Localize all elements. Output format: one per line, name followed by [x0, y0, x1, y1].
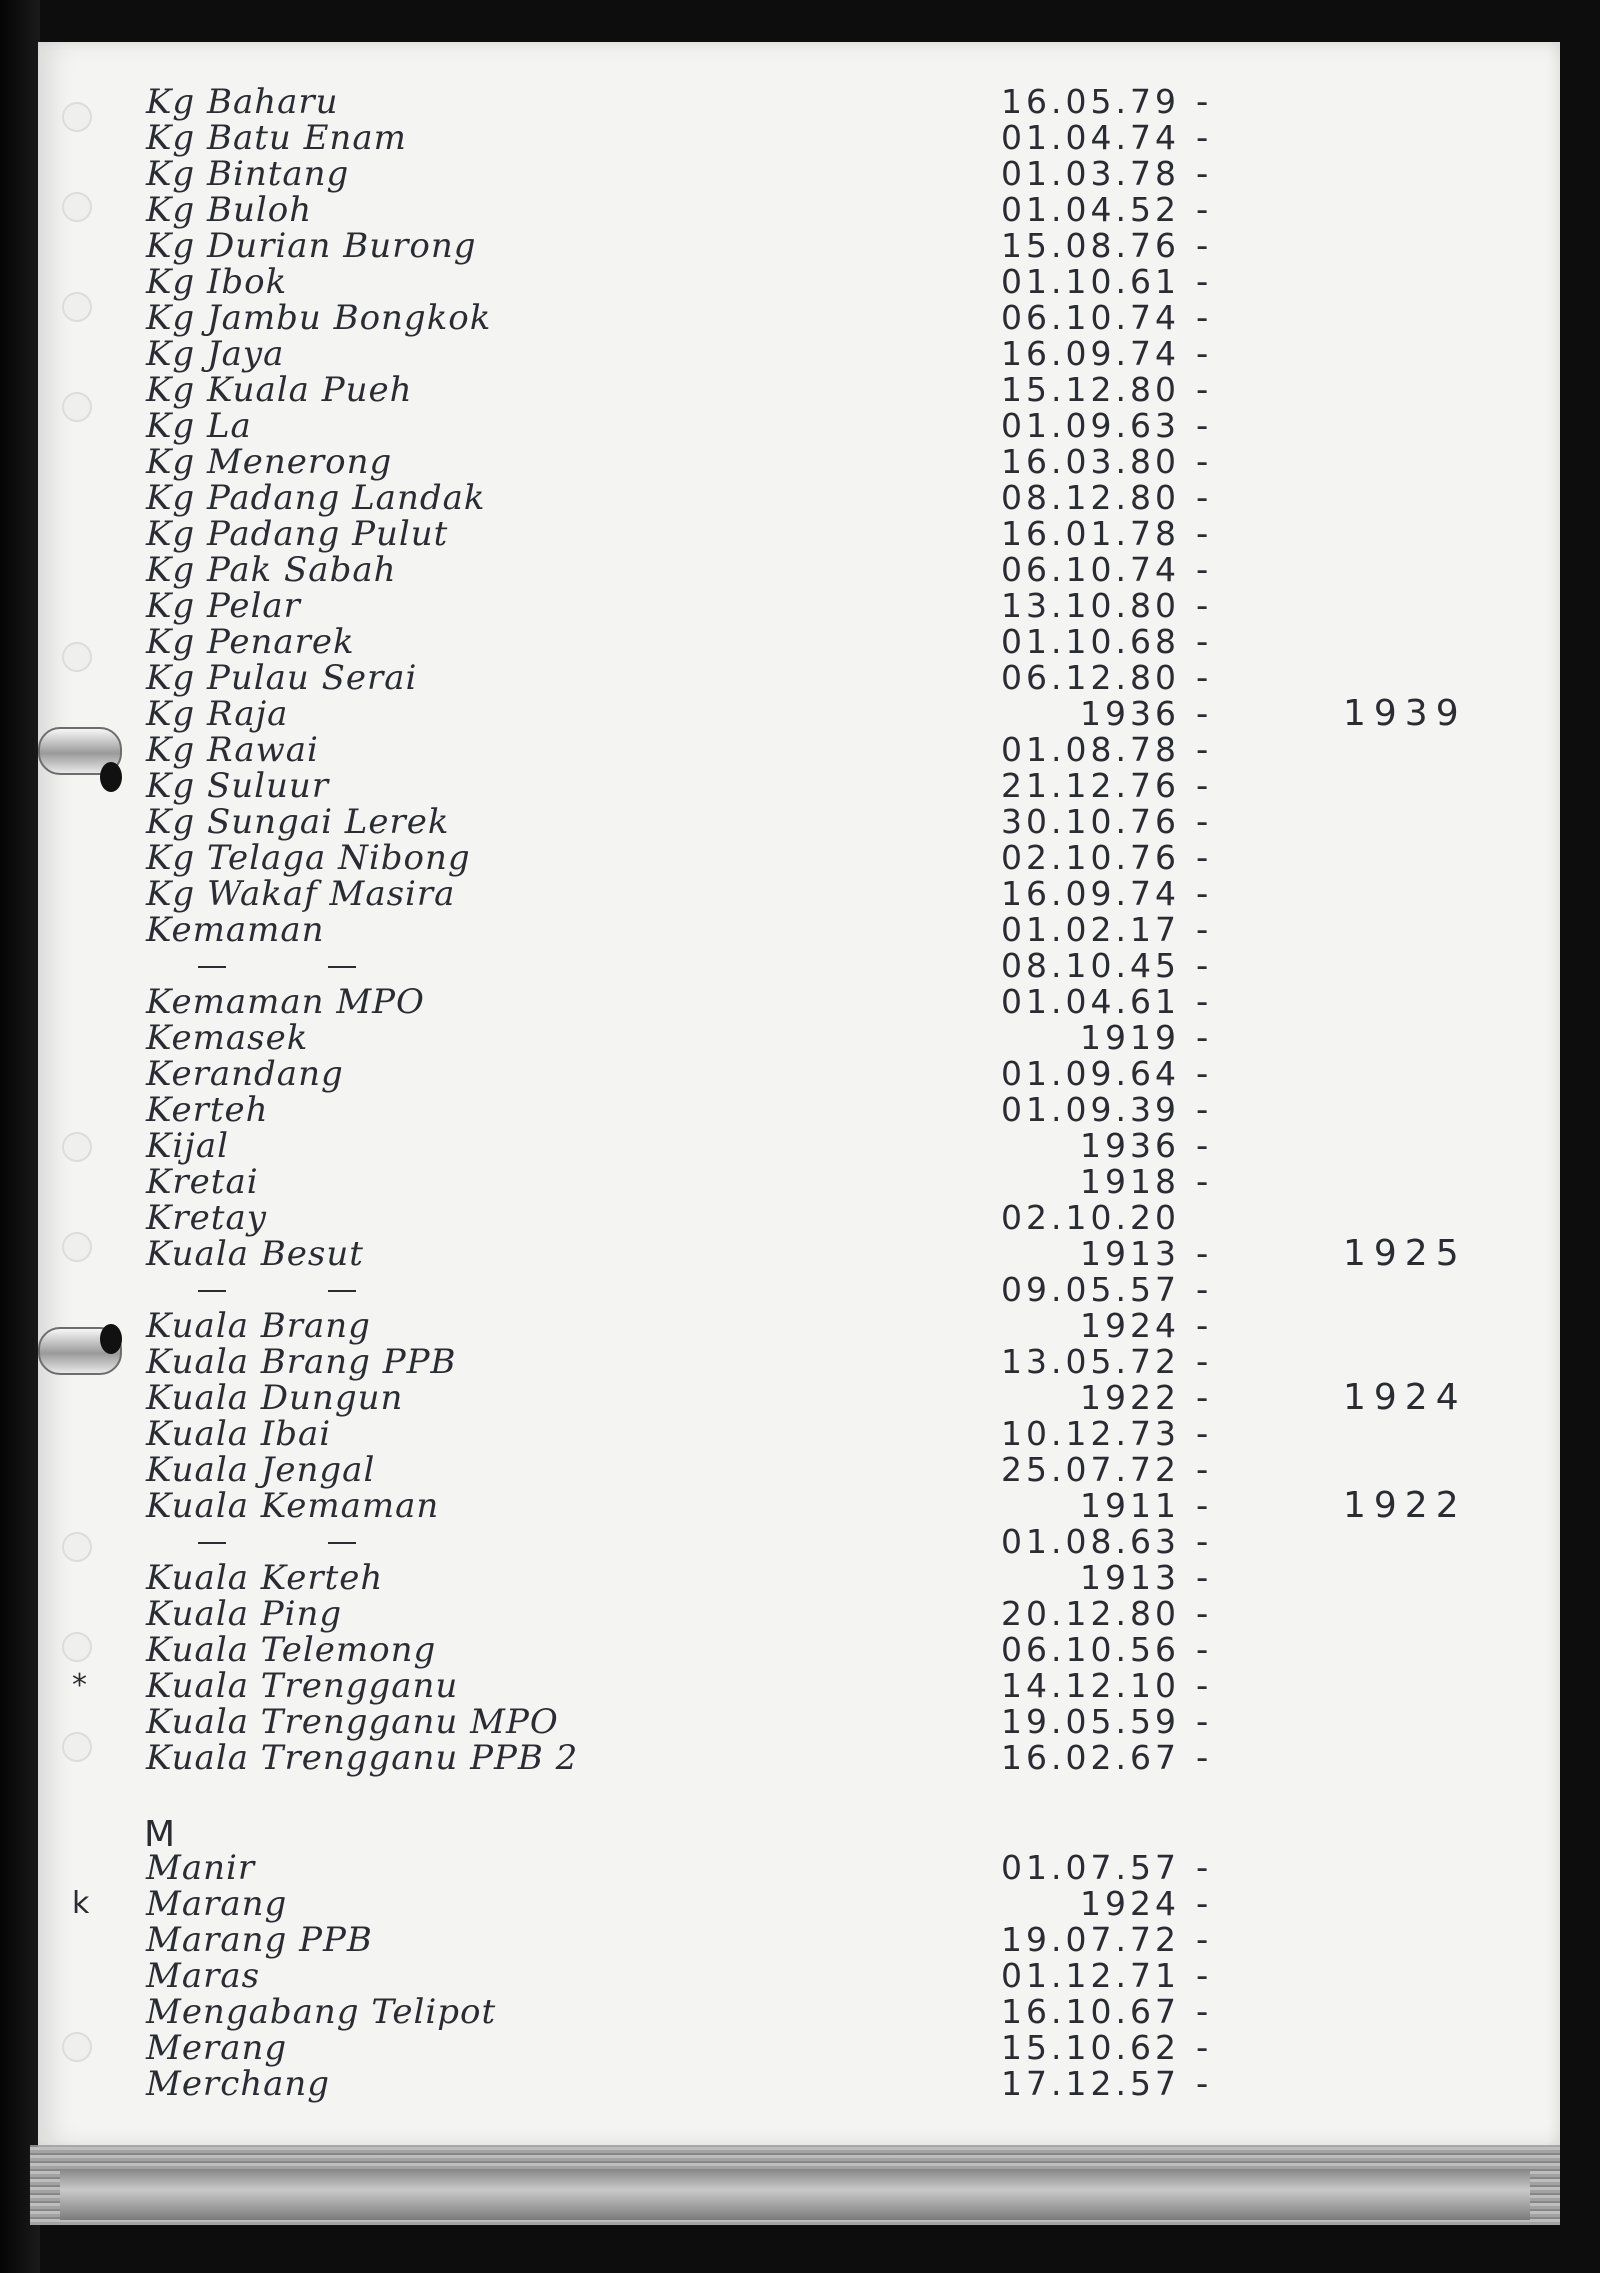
entry-name: Kretay [146, 1198, 267, 1238]
entry-name: Kg Suluur [146, 766, 330, 806]
list-item [38, 693, 1560, 734]
entry-name: Kemasek [146, 1018, 309, 1058]
list-item [38, 1596, 1560, 1632]
entry-name: Kg Padang Pulut [146, 514, 449, 554]
entry-date: 16.01.78 [1001, 514, 1180, 553]
entry-date: 20.12.80 [1001, 1594, 1180, 1633]
entry-name: Kg Telaga Nibong [146, 838, 471, 878]
list-item [38, 1740, 1560, 1776]
entry-name: Kemaman MPO [146, 982, 425, 1022]
list-item [38, 1704, 1560, 1740]
entry-name: Kuala Trengganu PPB 2 [146, 1738, 579, 1778]
entry-date: 1911 [1080, 1486, 1180, 1525]
margin-mark: k [72, 1886, 91, 1921]
list-item [38, 408, 1560, 444]
list-item [38, 1164, 1560, 1200]
entry-date: 16.03.80 [1001, 442, 1180, 481]
list-item [38, 156, 1560, 192]
entry-dash: - [1196, 838, 1210, 878]
entry-date: 01.02.17 [1001, 910, 1180, 949]
entry-date: 15.10.62 [1001, 2028, 1180, 2067]
binder-edge [0, 0, 40, 2273]
list-item [38, 1668, 1560, 1704]
entry-dash: - [1196, 1162, 1210, 1202]
list-item [38, 192, 1560, 228]
list-item [38, 2030, 1560, 2066]
list-item [38, 1485, 1560, 1526]
ditto-mark [328, 1290, 356, 1292]
entry-name: Kuala Besut [146, 1234, 364, 1274]
entry-dash: - [1196, 1522, 1210, 1562]
entry-name: Kg La [146, 406, 252, 446]
entry-dash: - [1196, 910, 1210, 950]
entry-date: 02.10.20 [1001, 1198, 1180, 1237]
entry-name: Kg Raja [146, 694, 289, 734]
entry-dash: - [1196, 478, 1210, 518]
entry-name: Kg Buloh [146, 190, 313, 230]
list-item [38, 1233, 1560, 1274]
list-item [38, 660, 1560, 696]
entry-dash: - [1196, 802, 1210, 842]
list-item [38, 1308, 1560, 1344]
list-item [38, 120, 1560, 156]
entry-dash: - [1196, 262, 1210, 302]
list-item [38, 1958, 1560, 1994]
entry-date: 25.07.72 [1001, 1450, 1180, 1489]
entry-name: Marang [146, 1884, 288, 1924]
list-item [38, 336, 1560, 372]
entry-name: Merang [146, 2028, 288, 2068]
list-item [38, 516, 1560, 552]
entry-dash: - [1196, 226, 1210, 266]
entry-date: 1918 [1080, 1162, 1180, 1201]
entry-dash: - [1196, 1920, 1210, 1960]
list-item [38, 1994, 1560, 2030]
entry-date: 01.09.64 [1001, 1054, 1180, 1093]
entry-date: 16.02.67 [1001, 1738, 1180, 1777]
list-item [38, 1377, 1560, 1418]
entry-dash: - [1196, 982, 1210, 1022]
entry-date: 17.12.57 [1001, 2064, 1180, 2103]
entry-name: Kuala Telemong [146, 1630, 437, 1670]
entry-dash: - [1196, 1884, 1210, 1924]
ditto-mark [198, 1542, 226, 1544]
entry-date: 01.04.52 [1001, 190, 1180, 229]
entry-date: 01.04.61 [1001, 982, 1180, 1021]
entry-dash: - [1196, 1848, 1210, 1888]
entry-dash: - [1196, 298, 1210, 338]
entry-date: 1936 [1080, 1126, 1180, 1165]
entry-date: 13.10.80 [1001, 586, 1180, 625]
entry-end-year: 1925 [1343, 1233, 1467, 1274]
entry-dash: - [1196, 1306, 1210, 1346]
list-item [38, 84, 1560, 120]
ditto-mark [198, 1290, 226, 1292]
entry-name: Kuala Kemaman [146, 1486, 440, 1526]
entry-date: 1936 [1080, 694, 1180, 733]
entry-name: Mengabang Telipot [146, 1992, 497, 2032]
entry-dash: - [1196, 1956, 1210, 1996]
entry-name: Merchang [146, 2064, 331, 2104]
list-item [38, 984, 1560, 1020]
entry-dash: - [1196, 1090, 1210, 1130]
entry-date: 16.10.67 [1001, 1992, 1180, 2031]
entry-dash: - [1196, 1270, 1210, 1310]
entry-date: 02.10.76 [1001, 838, 1180, 877]
entry-dash: - [1196, 1486, 1210, 1526]
entry-name: Kg Bintang [146, 154, 350, 194]
entry-dash: - [1196, 1018, 1210, 1058]
list-item [38, 1560, 1560, 1596]
entry-dash: - [1196, 1126, 1210, 1166]
album-page [38, 42, 1560, 2147]
ditto-mark [328, 1542, 356, 1544]
entry-dash: - [1196, 658, 1210, 698]
entry-date: 19.05.59 [1001, 1702, 1180, 1741]
list-item [38, 876, 1560, 912]
entry-name: Kg Baharu [146, 82, 339, 122]
list-item [38, 480, 1560, 516]
entry-name: Kg Penarek [146, 622, 355, 662]
entry-name: Manir [146, 1848, 256, 1888]
list-item [38, 228, 1560, 264]
entry-name: Kg Ibok [146, 262, 288, 302]
entry-name: Kg Rawai [146, 730, 319, 770]
entry-name: Kg Padang Landak [146, 478, 486, 518]
binder-bottom [60, 2170, 1530, 2220]
entry-date: 10.12.73 [1001, 1414, 1180, 1453]
entry-name: Kuala Jengal [146, 1450, 376, 1490]
entry-dash: - [1196, 1558, 1210, 1598]
entry-date: 01.09.39 [1001, 1090, 1180, 1129]
list-item [38, 1524, 1560, 1560]
list-item [38, 948, 1560, 984]
entry-dash: - [1196, 370, 1210, 410]
entry-name: Kg Pulau Serai [146, 658, 418, 698]
list-item [38, 1200, 1560, 1236]
list-item [38, 264, 1560, 300]
entry-date: 16.09.74 [1001, 334, 1180, 373]
entry-end-year: 1939 [1343, 693, 1467, 734]
entry-date: 01.04.74 [1001, 118, 1180, 157]
entry-dash: - [1196, 550, 1210, 590]
entry-name: Kg Pelar [146, 586, 301, 626]
list-item [38, 840, 1560, 876]
list-item [38, 2066, 1560, 2102]
entry-date: 01.08.63 [1001, 1522, 1180, 1561]
list-item [38, 624, 1560, 660]
list-item [38, 732, 1560, 768]
entry-name: Kg Batu Enam [146, 118, 407, 158]
list-item [38, 1056, 1560, 1092]
entry-name: Kuala Brang PPB [146, 1342, 457, 1382]
list-item [38, 804, 1560, 840]
entry-dash: - [1196, 514, 1210, 554]
entry-date: 21.12.76 [1001, 766, 1180, 805]
entry-dash: - [1196, 586, 1210, 626]
entry-name: Kg Jaya [146, 334, 285, 374]
list-item [38, 1922, 1560, 1958]
entry-date: 01.08.78 [1001, 730, 1180, 769]
entry-name: Kuala Dungun [146, 1378, 404, 1418]
entry-dash: - [1196, 622, 1210, 662]
entry-date: 15.12.80 [1001, 370, 1180, 409]
entry-name: Kuala Ping [146, 1594, 343, 1634]
entry-dash: - [1196, 1234, 1210, 1274]
entry-dash: - [1196, 1414, 1210, 1454]
entry-dash: - [1196, 730, 1210, 770]
entry-end-year: 1924 [1343, 1377, 1467, 1418]
entry-dash: - [1196, 1054, 1210, 1094]
entry-name: Kg Wakaf Masira [146, 874, 456, 914]
list-item [38, 1632, 1560, 1668]
list-item [38, 1452, 1560, 1488]
entry-date: 08.12.80 [1001, 478, 1180, 517]
entry-name: Kg Kuala Pueh [146, 370, 413, 410]
entry-name: Kuala Kerteh [146, 1558, 384, 1598]
entry-dash: - [1196, 1666, 1210, 1706]
entry-date: 06.10.56 [1001, 1630, 1180, 1669]
entry-name: Kretai [146, 1162, 259, 1202]
list-item [38, 1344, 1560, 1380]
list-item [38, 372, 1560, 408]
entry-dash: - [1196, 190, 1210, 230]
entry-date: 1924 [1080, 1884, 1180, 1923]
margin-mark: * [72, 1668, 88, 1703]
entry-dash: - [1196, 1992, 1210, 2032]
entry-date: 01.12.71 [1001, 1956, 1180, 1995]
entry-name: Kg Menerong [146, 442, 393, 482]
entry-date: 1924 [1080, 1306, 1180, 1345]
entry-name: Kg Durian Burong [146, 226, 477, 266]
entry-dash: - [1196, 1630, 1210, 1670]
entry-dash: - [1196, 1342, 1210, 1382]
entry-date: 1913 [1080, 1234, 1180, 1273]
entry-date: 1913 [1080, 1558, 1180, 1597]
entry-date: 01.09.63 [1001, 406, 1180, 445]
entry-dash: - [1196, 1702, 1210, 1742]
list-item [38, 444, 1560, 480]
entry-name: Kerandang [146, 1054, 344, 1094]
ditto-mark [328, 966, 356, 968]
entry-date: 08.10.45 [1001, 946, 1180, 985]
entry-date: 01.10.68 [1001, 622, 1180, 661]
entry-dash: - [1196, 118, 1210, 158]
ditto-mark [198, 966, 226, 968]
list-item [38, 1020, 1560, 1056]
entry-date: 01.10.61 [1001, 262, 1180, 301]
list-item [38, 552, 1560, 588]
list-item [38, 1850, 1560, 1886]
entry-end-year: 1922 [1343, 1485, 1467, 1526]
entry-dash: - [1196, 334, 1210, 374]
entry-dash: - [1196, 1450, 1210, 1490]
entry-name: Kuala Trengganu [146, 1666, 459, 1706]
entry-dash: - [1196, 694, 1210, 734]
entry-dash: - [1196, 1594, 1210, 1634]
list-item [38, 300, 1560, 336]
entry-date: 13.05.72 [1001, 1342, 1180, 1381]
section-letter-m: M [144, 1814, 176, 1855]
entry-date: 1922 [1080, 1378, 1180, 1417]
handwritten-list [38, 42, 1560, 2147]
entry-name: Marang PPB [146, 1920, 373, 1960]
entry-date: 06.10.74 [1001, 298, 1180, 337]
entry-date: 09.05.57 [1001, 1270, 1180, 1309]
entry-date: 16.09.74 [1001, 874, 1180, 913]
list-item [38, 1128, 1560, 1164]
entry-name: Kuala Trengganu MPO [146, 1702, 559, 1742]
list-item [38, 1272, 1560, 1308]
entry-name: Kemaman [146, 910, 325, 950]
entry-name: Kg Pak Sabah [146, 550, 397, 590]
entry-name: Kerteh [146, 1090, 269, 1130]
entry-date: 19.07.72 [1001, 1920, 1180, 1959]
entry-dash: - [1196, 154, 1210, 194]
entry-dash: - [1196, 766, 1210, 806]
list-item [38, 1416, 1560, 1452]
list-item [38, 768, 1560, 804]
entry-dash: - [1196, 2028, 1210, 2068]
entry-dash: - [1196, 82, 1210, 122]
entry-date: 14.12.10 [1001, 1666, 1180, 1705]
entry-date: 06.12.80 [1001, 658, 1180, 697]
entry-dash: - [1196, 406, 1210, 446]
entry-date: 15.08.76 [1001, 226, 1180, 265]
entry-dash: - [1196, 442, 1210, 482]
entry-name: Kg Sungai Lerek [146, 802, 450, 842]
entry-name: Kg Jambu Bongkok [146, 298, 492, 338]
entry-name: Kuala Brang [146, 1306, 371, 1346]
entry-date: 1919 [1080, 1018, 1180, 1057]
entry-dash: - [1196, 946, 1210, 986]
entry-date: 16.05.79 [1001, 82, 1180, 121]
entry-name: Kuala Ibai [146, 1414, 332, 1454]
list-item [38, 1886, 1560, 1922]
list-item [38, 912, 1560, 948]
entry-dash: - [1196, 2064, 1210, 2104]
entry-date: 06.10.74 [1001, 550, 1180, 589]
entry-dash: - [1196, 1738, 1210, 1778]
entry-date: 30.10.76 [1001, 802, 1180, 841]
list-item [38, 588, 1560, 624]
entry-dash: - [1196, 874, 1210, 914]
entry-name: Maras [146, 1956, 261, 1996]
entry-date: 01.07.57 [1001, 1848, 1180, 1887]
entry-date: 01.03.78 [1001, 154, 1180, 193]
list-item [38, 1092, 1560, 1128]
entry-name: Kijal [146, 1126, 229, 1166]
entry-dash: - [1196, 1378, 1210, 1418]
